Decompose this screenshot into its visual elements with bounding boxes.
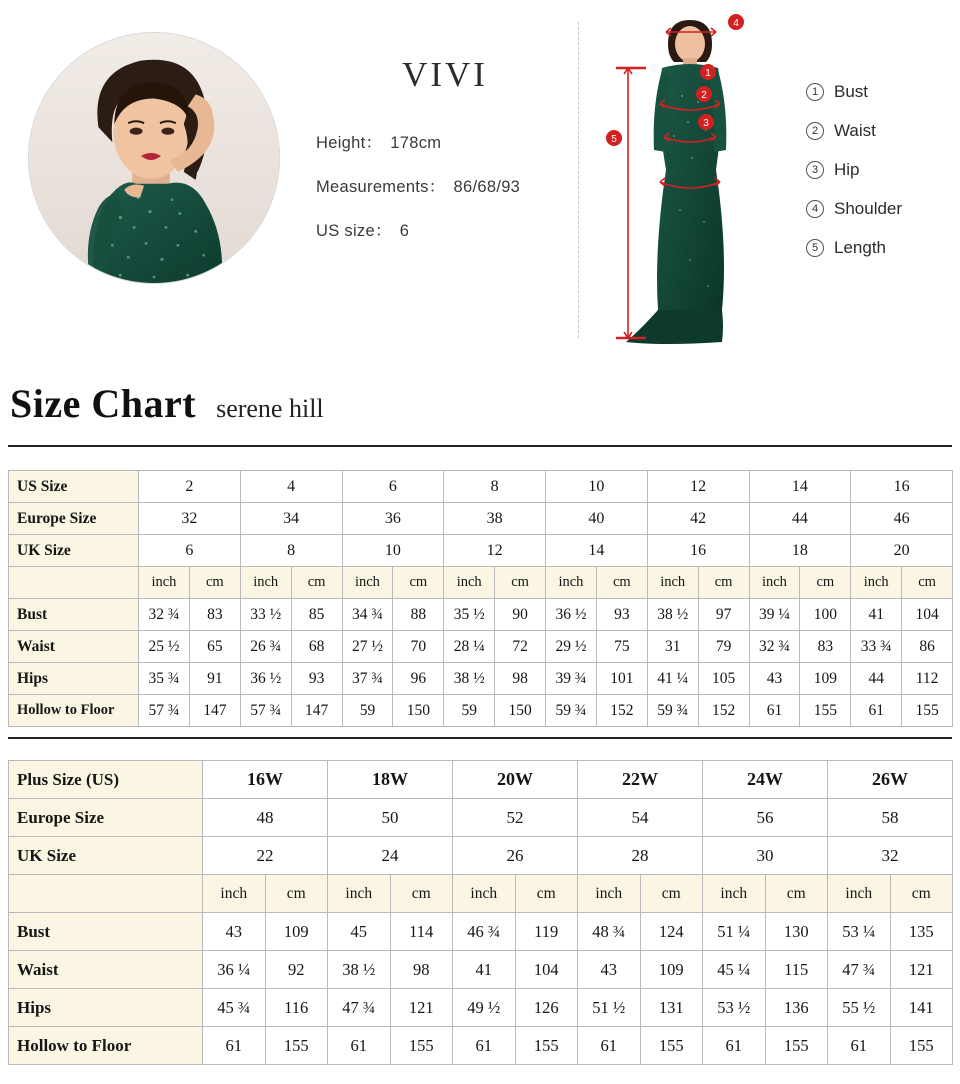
table-cell: 20W [453, 761, 578, 799]
row-label: Hollow to Floor [9, 695, 139, 727]
table-cell: 101 [596, 663, 647, 695]
unit-cell: cm [189, 567, 240, 599]
table-cell: 22W [578, 761, 703, 799]
table-cell: 57 ¾ [139, 695, 190, 727]
table-cell: 155 [902, 695, 953, 727]
table-cell: 36 ½ [546, 599, 597, 631]
unit-cell: cm [596, 567, 647, 599]
table-cell: 155 [800, 695, 851, 727]
table-cell: 97 [698, 599, 749, 631]
row-label: Europe Size [9, 503, 139, 535]
table-cell: 26W [828, 761, 953, 799]
legend-label: Length [834, 238, 886, 257]
table-cell: 83 [189, 599, 240, 631]
table-cell: 25 ½ [139, 631, 190, 663]
table-cell: 41 [851, 599, 902, 631]
unit-cell: cm [393, 567, 444, 599]
table-cell: 136 [765, 989, 828, 1027]
table-cell: 43 [578, 951, 641, 989]
unit-cell: inch [647, 567, 698, 599]
table-cell: 44 [749, 503, 851, 535]
table-cell: 96 [393, 663, 444, 695]
table-cell: 28 [578, 837, 703, 875]
model-ussize-line [310, 217, 580, 241]
table-cell: 14 [546, 535, 648, 567]
table-cell: 121 [890, 951, 953, 989]
table-cell: 57 ¾ [240, 695, 291, 727]
table-row-hips [9, 663, 953, 695]
table-cell: 51 ½ [578, 989, 641, 1027]
table-cell: 109 [640, 951, 703, 989]
table-cell: 33 ½ [240, 599, 291, 631]
table-cell: 131 [640, 989, 703, 1027]
legend-number-icon: 2 [806, 122, 824, 140]
table-cell: 100 [800, 599, 851, 631]
table-cell: 155 [515, 1027, 578, 1065]
table-cell: 98 [495, 663, 546, 695]
table-cell: 10 [342, 535, 444, 567]
table-cell: 59 ¾ [546, 695, 597, 727]
row-label: Hips [9, 663, 139, 695]
table-cell: 150 [495, 695, 546, 727]
table-cell: 61 [851, 695, 902, 727]
svg-text:5: 5 [611, 134, 617, 145]
table-cell: 46 ¾ [453, 913, 516, 951]
table-cell: 109 [265, 913, 328, 951]
unit-cell: inch [342, 567, 393, 599]
table-cell: 18 [749, 535, 851, 567]
table-cell: 43 [203, 913, 266, 951]
table-cell: 56 [703, 799, 828, 837]
table-cell: 45 [328, 913, 391, 951]
table-cell: 10 [546, 471, 648, 503]
table-cell: 8 [240, 535, 342, 567]
unit-cell: inch [328, 875, 391, 913]
table-cell: 55 ½ [828, 989, 891, 1027]
table-cell: 38 ½ [647, 599, 698, 631]
table-cell: 48 [203, 799, 328, 837]
measurement-diagram [596, 10, 796, 350]
plus-size-table [8, 760, 953, 1065]
row-label: Bust [9, 599, 139, 631]
table-cell: 104 [515, 951, 578, 989]
table-cell: 119 [515, 913, 578, 951]
table-cell: 16W [203, 761, 328, 799]
model-measurements-value: 86/68/93 [453, 178, 521, 196]
page-title: Size Chart [10, 381, 197, 426]
brand-name: VIVI [402, 55, 488, 94]
row-label: Waist [9, 951, 203, 989]
table-cell: 152 [596, 695, 647, 727]
legend-label: Hip [834, 160, 860, 179]
unit-cell: inch [203, 875, 266, 913]
model-info-section [0, 0, 960, 368]
table-cell: 86 [902, 631, 953, 663]
table-cell: 49 ½ [453, 989, 516, 1027]
table-row-uk-size [9, 837, 953, 875]
unit-cell: inch [828, 875, 891, 913]
table-cell: 6 [342, 471, 444, 503]
table-cell: 29 ½ [546, 631, 597, 663]
table-cell: 61 [578, 1027, 641, 1065]
table-cell: 91 [189, 663, 240, 695]
table-cell: 54 [578, 799, 703, 837]
table-cell: 4 [240, 471, 342, 503]
table-cell: 130 [765, 913, 828, 951]
page-subtitle: serene hill [216, 394, 324, 423]
table-cell: 135 [890, 913, 953, 951]
table-cell: 32 ¾ [139, 599, 190, 631]
unit-cell: inch [851, 567, 902, 599]
table-cell: 61 [749, 695, 800, 727]
model-photo [28, 32, 280, 284]
row-label: UK Size [9, 837, 203, 875]
table-cell: 61 [203, 1027, 266, 1065]
table-cell: 79 [698, 631, 749, 663]
row-label: US Size [9, 471, 139, 503]
unit-cell: inch [749, 567, 800, 599]
table-cell: 59 [444, 695, 495, 727]
table-cell: 155 [765, 1027, 828, 1065]
row-label: Bust [9, 913, 203, 951]
unit-cell: cm [291, 567, 342, 599]
model-ussize-value: 6 [399, 222, 410, 240]
table-row-units [9, 875, 953, 913]
table-cell: 58 [828, 799, 953, 837]
table-row-waist [9, 951, 953, 989]
vertical-divider [578, 22, 579, 338]
unit-cell: cm [265, 875, 328, 913]
table-cell: 90 [495, 599, 546, 631]
table-cell: 38 [444, 503, 546, 535]
legend-item-length [806, 238, 902, 258]
table-cell: 155 [890, 1027, 953, 1065]
table-cell: 53 ½ [703, 989, 766, 1027]
legend-number-icon: 1 [806, 83, 824, 101]
unit-cell: cm [515, 875, 578, 913]
table-cell: 31 [647, 631, 698, 663]
table-cell: 26 [453, 837, 578, 875]
table-cell: 34 [240, 503, 342, 535]
table-cell: 2 [139, 471, 241, 503]
unit-cell: inch [703, 875, 766, 913]
table-cell: 155 [265, 1027, 328, 1065]
table-cell: 105 [698, 663, 749, 695]
table-row-europe-size [9, 799, 953, 837]
table-row-us-size [9, 471, 953, 503]
model-ussize-label: US size： [316, 222, 392, 240]
size-chart-heading [0, 380, 960, 427]
table-cell: 32 ¾ [749, 631, 800, 663]
unit-cell: cm [800, 567, 851, 599]
table-cell: 37 ¾ [342, 663, 393, 695]
table-cell: 116 [265, 989, 328, 1027]
legend-number-icon: 3 [806, 161, 824, 179]
table-cell: 32 [139, 503, 241, 535]
table-cell: 61 [828, 1027, 891, 1065]
legend-item-waist [806, 121, 902, 141]
row-label: Hollow to Floor [9, 1027, 203, 1065]
table-cell: 59 [342, 695, 393, 727]
table-cell: 85 [291, 599, 342, 631]
table-cell: 30 [703, 837, 828, 875]
table-cell: 124 [640, 913, 703, 951]
row-label: Hips [9, 989, 203, 1027]
table-cell: 44 [851, 663, 902, 695]
table-cell: 48 ¾ [578, 913, 641, 951]
row-label: Waist [9, 631, 139, 663]
legend-label: Shoulder [834, 199, 903, 218]
svg-text:1: 1 [705, 68, 711, 79]
table-cell: 26 ¾ [240, 631, 291, 663]
row-label: Europe Size [9, 799, 203, 837]
table-cell: 75 [596, 631, 647, 663]
heading-divider [8, 445, 952, 447]
table-cell: 35 ¾ [139, 663, 190, 695]
table-cell: 35 ½ [444, 599, 495, 631]
measurement-legend [806, 82, 902, 277]
section-divider [8, 737, 952, 739]
row-label-empty [9, 567, 139, 599]
table-cell: 141 [890, 989, 953, 1027]
table-cell: 152 [698, 695, 749, 727]
table-row-bust [9, 913, 953, 951]
table-cell: 6 [139, 535, 241, 567]
standard-size-table [8, 470, 953, 727]
table-cell: 59 ¾ [647, 695, 698, 727]
table-cell: 39 ¼ [749, 599, 800, 631]
table-cell: 52 [453, 799, 578, 837]
table-cell: 16 [647, 535, 749, 567]
table-cell: 18W [328, 761, 453, 799]
table-cell: 24 [328, 837, 453, 875]
table-cell: 83 [800, 631, 851, 663]
model-measurements-line [310, 173, 580, 197]
row-label: Plus Size (US) [9, 761, 203, 799]
table-cell: 47 ¾ [828, 951, 891, 989]
unit-cell: inch [139, 567, 190, 599]
table-cell: 8 [444, 471, 546, 503]
table-cell: 20 [851, 535, 953, 567]
table-cell: 14 [749, 471, 851, 503]
table-cell: 41 [453, 951, 516, 989]
unit-cell: inch [578, 875, 641, 913]
legend-number-icon: 5 [806, 239, 824, 257]
table-row-bust [9, 599, 953, 631]
table-cell: 32 [828, 837, 953, 875]
row-label: UK Size [9, 535, 139, 567]
table-row-hollow-to-floor [9, 1027, 953, 1065]
unit-cell: inch [240, 567, 291, 599]
table-cell: 61 [703, 1027, 766, 1065]
legend-item-bust [806, 82, 902, 102]
model-height-label: Height： [316, 134, 383, 152]
legend-item-shoulder [806, 199, 902, 219]
table-row-hips [9, 989, 953, 1027]
svg-text:2: 2 [701, 90, 707, 101]
table-row-plus-size [9, 761, 953, 799]
table-cell: 39 ¾ [546, 663, 597, 695]
table-cell: 38 ½ [444, 663, 495, 695]
table-cell: 155 [390, 1027, 453, 1065]
table-cell: 109 [800, 663, 851, 695]
legend-item-hip [806, 160, 902, 180]
table-cell: 150 [393, 695, 444, 727]
table-cell: 24W [703, 761, 828, 799]
table-cell: 36 [342, 503, 444, 535]
table-cell: 45 ¾ [203, 989, 266, 1027]
table-cell: 33 ¾ [851, 631, 902, 663]
table-cell: 12 [444, 535, 546, 567]
model-details [310, 55, 580, 261]
table-cell: 36 ½ [240, 663, 291, 695]
legend-label: Bust [834, 82, 869, 101]
table-cell: 61 [453, 1027, 516, 1065]
unit-cell: cm [890, 875, 953, 913]
svg-text:3: 3 [703, 118, 709, 129]
unit-cell: cm [698, 567, 749, 599]
model-height-line [310, 129, 580, 153]
table-row-units [9, 567, 953, 599]
table-cell: 114 [390, 913, 453, 951]
table-cell: 112 [902, 663, 953, 695]
measurement-diagram-illustration [596, 10, 796, 350]
table-cell: 93 [291, 663, 342, 695]
table-cell: 34 ¾ [342, 599, 393, 631]
table-cell: 155 [640, 1027, 703, 1065]
unit-cell: cm [495, 567, 546, 599]
table-cell: 121 [390, 989, 453, 1027]
table-cell: 42 [647, 503, 749, 535]
unit-cell: inch [453, 875, 516, 913]
table-cell: 46 [851, 503, 953, 535]
table-cell: 27 ½ [342, 631, 393, 663]
table-cell: 16 [851, 471, 953, 503]
table-cell: 65 [189, 631, 240, 663]
model-photo-illustration [29, 33, 279, 283]
legend-number-icon: 4 [806, 200, 824, 218]
table-cell: 47 ¾ [328, 989, 391, 1027]
svg-text:4: 4 [733, 18, 739, 29]
model-height-value: 178cm [390, 134, 442, 152]
unit-cell: cm [390, 875, 453, 913]
row-label-empty [9, 875, 203, 913]
table-cell: 28 ¼ [444, 631, 495, 663]
table-cell: 70 [393, 631, 444, 663]
table-cell: 147 [189, 695, 240, 727]
table-cell: 51 ¼ [703, 913, 766, 951]
table-cell: 72 [495, 631, 546, 663]
table-cell: 98 [390, 951, 453, 989]
table-cell: 36 ¼ [203, 951, 266, 989]
table-cell: 41 ¼ [647, 663, 698, 695]
table-cell: 126 [515, 989, 578, 1027]
table-cell: 53 ¼ [828, 913, 891, 951]
table-cell: 115 [765, 951, 828, 989]
table-cell: 50 [328, 799, 453, 837]
table-cell: 61 [328, 1027, 391, 1065]
unit-cell: cm [765, 875, 828, 913]
table-cell: 40 [546, 503, 648, 535]
unit-cell: inch [546, 567, 597, 599]
table-cell: 43 [749, 663, 800, 695]
table-cell: 88 [393, 599, 444, 631]
unit-cell: inch [444, 567, 495, 599]
table-row-europe-size [9, 503, 953, 535]
table-cell: 68 [291, 631, 342, 663]
table-cell: 92 [265, 951, 328, 989]
model-measurements-label: Measurements： [316, 178, 446, 196]
table-cell: 104 [902, 599, 953, 631]
table-cell: 38 ½ [328, 951, 391, 989]
legend-label: Waist [834, 121, 876, 140]
table-cell: 93 [596, 599, 647, 631]
table-cell: 12 [647, 471, 749, 503]
unit-cell: cm [902, 567, 953, 599]
unit-cell: cm [640, 875, 703, 913]
table-cell: 45 ¼ [703, 951, 766, 989]
table-row-hollow-to-floor [9, 695, 953, 727]
table-cell: 147 [291, 695, 342, 727]
table-row-waist [9, 631, 953, 663]
table-cell: 22 [203, 837, 328, 875]
table-row-uk-size [9, 535, 953, 567]
